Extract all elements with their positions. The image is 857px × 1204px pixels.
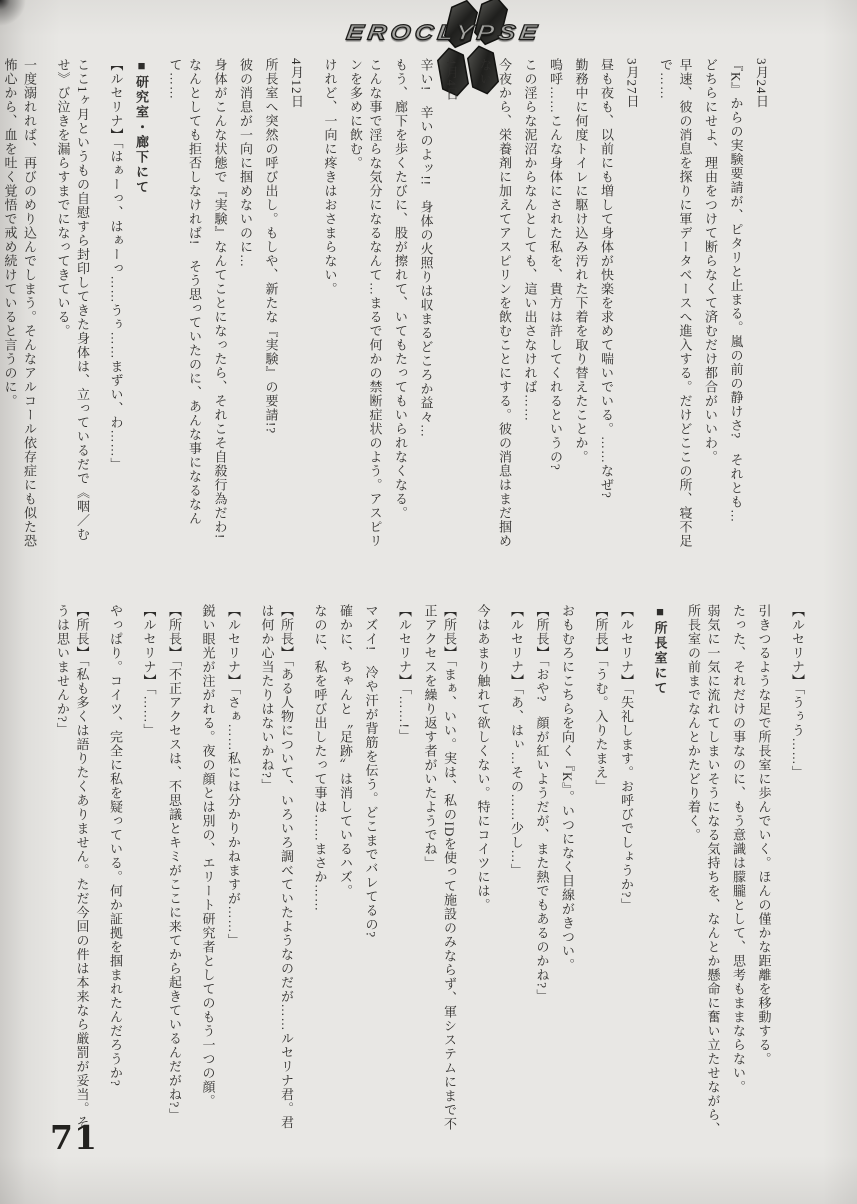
dialogue-line: 【ルセリナ】「……!」 <box>397 604 412 743</box>
page-number: 71 <box>50 1118 98 1157</box>
dialogue-line: 【ルセリナ】「さぁ……私には分かりかねますが……」 <box>226 604 241 948</box>
narration-column: 今夜から、栄養剤に加えてアスピリンを飲むことにする。彼の消息はまだ掴めない。 <box>477 58 512 548</box>
dialogue-line: 【所長】「私も多くは語りたくありません。ただ今回の件は本来なら厳罰が妥当。そうは思いませんか?」 <box>55 604 90 1130</box>
narration-column: こんな事で淫らな気分になるなんて…まるで何かの禁断症状のよう。アスピリンを多めに飲む。 <box>348 58 383 548</box>
narration-column: 早速、彼の消息を探りに軍データベースへ進入する。だけどここの所、寝不足で…… <box>658 58 693 548</box>
narration-column: もう、廊下を歩くたびに、股が擦れて、いてもたってもいられなくなる。 <box>393 58 408 520</box>
narration-column: なんとしても拒否しなければ! そう思っていたのに、あんな事になるなんて…… <box>167 58 202 526</box>
narration-column: やっぱり。コイツ、完全に私を疑っている。何か証拠を掴まれたんだろうか? <box>108 604 123 1087</box>
dialogue-line: 【所長】「おや? 顔が紅いようだが、また熱でもあるのかね?」 <box>534 604 550 1004</box>
narration-column: 昼も夜も、以前にも増して身体が快楽を求めて喘いでいる。……なぜ? <box>599 58 614 499</box>
narration-column: この淫らな泥沼からなんとしても、這い出さなければ…… <box>522 58 538 422</box>
narration-column: 彼の消息が一向に掴めないのに… <box>238 58 253 268</box>
diary-text-section-top <box>2 58 771 550</box>
dialogue-line: 【所長】「不正アクセスは、不思議とキミがここに来てから起きているんだがね?」 <box>167 604 182 1123</box>
diary-date: 3月27日 <box>624 58 640 109</box>
dialogue-line: 【ルセリナ】「……」 <box>141 604 157 738</box>
narration-column: 勤務中に何度トイレに駆け込み汚れた下着を取り替えたことか。 <box>573 58 589 464</box>
narration-column: 辛い! 辛いのよッ!! 身体の火照りは収まるどころか益々… <box>418 58 434 438</box>
narration-column: 『K』からの実験要請が、ピタリと止まる。嵐の前の静けさ? それとも… <box>728 58 744 524</box>
narration-column: けれど、一向に疼きはおさまらない。 <box>322 58 338 296</box>
diary-date: 3月24日 <box>754 58 769 109</box>
narration-column: 嗚呼……こんな身体にされた私を、貴方は許してくれるというの? <box>548 58 563 471</box>
logo-wordmark: EROCLYPSE <box>344 20 543 45</box>
story-text-section-bottom <box>45 604 807 1140</box>
diary-date: 4月4日 <box>444 58 459 101</box>
narration-column: 今はあまり触れて欲しくない。特にコイツには。 <box>475 604 491 912</box>
narration-column: どちらにせよ、理由をつけて断らなくて済むだけ都合がいいわ。 <box>703 58 718 464</box>
narration-column: ここ1ヶ月というもの自慰すら封印してきた身体は、立っているだで《咽／むせ》び泣きを漏らすまでになってきている。 <box>55 58 90 542</box>
scene-heading: ■研究室・廊下にて <box>134 58 149 195</box>
dialogue-line: 【ルセリナ】「はぁーっ、はぁーっ……うぅ……まずい、わ……」 <box>108 58 124 472</box>
narration-column: 弱気に一気に流れてしまいそうになる気持ちを、なんとか懸命に奮い立たせながら、所長室の前までなんとかたどり着く。 <box>686 604 721 1136</box>
narration-column: 一度溺れれば、再びのめり込んでしまう。そんなアルコール依存症にも似た恐怖心から、血を吐く覚悟で戒め続けていると言うのに。 <box>2 58 37 548</box>
dialogue-line: 【ルセリナ】「うぅう……」 <box>790 604 805 780</box>
narration-column: なのに、私を呼び出したって事は……まさか…… <box>312 604 328 912</box>
narration-column: マズイ! 冷や汗が背筋を伝う。どこまでバレてるの? <box>363 604 379 939</box>
narration-column: 鋭い眼光が注がれる。夜の顔とは別の、エリート研究者としてのもう一つの顔。 <box>200 604 216 1108</box>
diary-date: 4月12日 <box>289 58 304 109</box>
narration-column: 所長室へ突然の呼び出し。もしや、新たな『実験』の要請!? <box>263 58 279 435</box>
dialogue-line: 【所長】「まぁ、いい。実は、私のIDを使って施設のみならず、軍システムにまで不正アクセスを繰り返す者がいたようでね」 <box>422 604 457 1132</box>
dialogue-line: 【ルセリナ】「失礼します。お呼びでしょうか?」 <box>619 604 634 913</box>
narration-column: たった、それだけの事なのに、もう意識は朦朧として、思考もままならない。 <box>731 604 746 1094</box>
scene-heading: ■所長室にて <box>652 604 668 696</box>
dialogue-line: 【ルセリナ】「あ、はぃ…その……少し…」 <box>509 604 524 878</box>
dialogue-line: 【所長】「うむ。入りたまえ」 <box>593 604 609 794</box>
dialogue-line: 【所長】「ある人物について、いろいろ調べていたようなのだが……ルセリナ君。君は何か心当たりはないかね?」 <box>259 604 294 1130</box>
narration-column: 引きつるような足で所長室に歩んでいく。ほんの僅かな距離を移動する。 <box>756 604 772 1066</box>
narration-column: おもむろにこちらを向く『K』。いつになく目線がきつい。 <box>560 604 575 972</box>
narration-column: 身体がこんな状態で『実験』なんてことになったら、それこそ自殺行為だわ! <box>212 58 228 540</box>
narration-column: 確かに、ちゃんと〝足跡〟は消しているハズ。 <box>338 604 353 898</box>
